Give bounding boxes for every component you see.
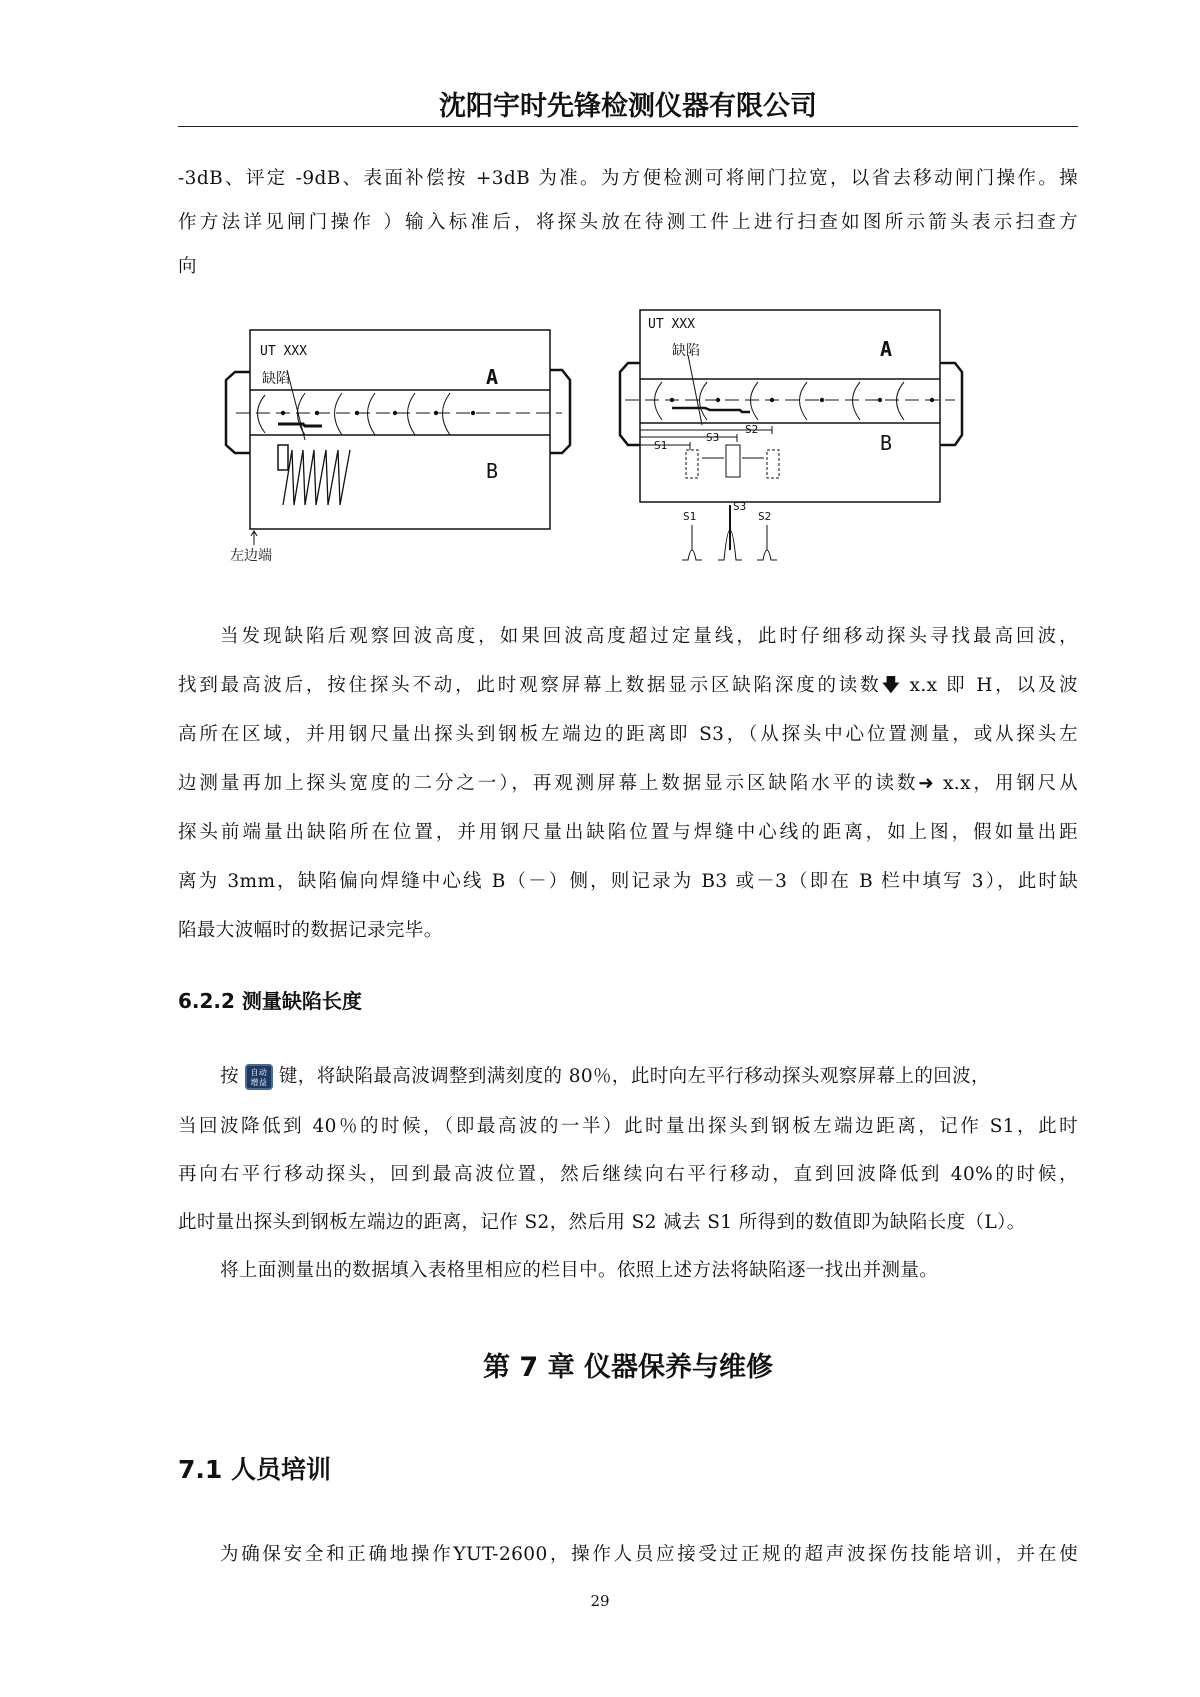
section-heading-71: 7.1 人员培训 (178, 1455, 331, 1484)
left-edge-label: 左边端 (230, 548, 272, 564)
para1-line: 向 (178, 256, 197, 277)
right-screen-label: UT XXX (648, 317, 695, 332)
right-zone-a: A (880, 337, 893, 361)
scan-path (283, 450, 350, 505)
left-zone-b: B (486, 459, 499, 483)
para2-line: 当发现缺陷后观察回波高度，如果回波高度超过定量线，此时仔细移动探头寻找最高回波， (220, 626, 1078, 647)
right-s2-label: S2 (745, 423, 759, 436)
para3-line1 (178, 1062, 1078, 1090)
page-number: 29 (590, 1592, 610, 1610)
header-divider (178, 126, 1078, 127)
para2-line: 陷最大波幅时的数据记录完毕。 (178, 920, 443, 941)
echo-s1-label: S1 (683, 510, 697, 523)
para3-line: 再向右平行移动探头，回到最高波位置，然后继续向右平行移动，直到回波降低到 40%的时候， (178, 1164, 1078, 1185)
left-screen-label: UT XXX (260, 344, 307, 359)
para1-line: 作方法详见闸门操作 ）输入标准后，将探头放在待测工件上进行扫查如图所示箭头表示扫查方 (178, 212, 1078, 233)
para2-line: 找到最高波后，按住探头不动，此时观察屏幕上数据显示区缺陷深度的读数🡇 x.x 即 H，以及波 (178, 675, 1078, 696)
left-scan-figure (226, 330, 570, 564)
right-defect-label: 缺陷 (672, 343, 700, 359)
probe-icon (278, 445, 288, 470)
para2-line: 探头前端量出缺陷所在位置，并用钢尺量出缺陷位置与焊缝中心线的距离，如上图，假如量出距 (178, 822, 1078, 843)
para5: 为确保安全和正确地操作YUT-2600，操作人员应接受过正规的超声波探伤技能培训，并在使 (220, 1544, 1078, 1565)
left-defect-label: 缺陷 (262, 371, 290, 387)
para3-line: 当回波降低到 40％的时候，（即最高波的一半）此时量出探头到钢板左端边距离，记作 S1，此时 (178, 1116, 1078, 1137)
right-s3-label: S3 (706, 431, 720, 444)
right-scan-figure (620, 310, 962, 560)
key-label-top: 自动 (250, 1068, 268, 1077)
section-heading-622: 6.2.2 测量缺陷长度 (178, 989, 362, 1013)
para2-line: 高所在区域，并用钢尺量出探头到钢板左端边的距离即 S3，（从探头中心位置测量，或从探头左 (178, 724, 1078, 745)
para2-line: 离为 3mm，缺陷偏向焊缝中心线 B（－）侧，则记录为 B3 或－3（即在 B 栏中填写 3），此时缺 (178, 871, 1078, 892)
echo-s3-label: S3 (733, 500, 747, 513)
para1-line: -3dB、评定 -9dB、表面补偿按 +3dB 为准。为方便检测可将闸门拉宽，以省去移动闸门操作。操 (178, 168, 1078, 189)
right-plate (640, 310, 940, 502)
para2-line: 边测量再加上探头宽度的二分之一），再观测屏幕上数据显示区缺陷水平的读数➜ x.x，用钢尺从 (178, 773, 1078, 794)
auto-gain-key-icon (245, 1064, 273, 1090)
right-s1-label: S1 (654, 439, 668, 452)
scan-diagram (210, 300, 1010, 580)
chapter-title: 第 7 章 仪器保养与维修 (483, 1352, 773, 1383)
company-header: 沈阳宇时先锋检测仪器有限公司 (439, 91, 817, 122)
para4: 将上面测量出的数据填入表格里相应的栏目中。依照上述方法将缺陷逐一找出并测量。 (220, 1260, 939, 1281)
right-zone-b: B (880, 431, 893, 455)
para3-suffix: 键，将缺陷最高波调整到满刻度的 80％，此时向左平行移动探头观察屏幕上的回波， (278, 1066, 990, 1087)
key-label-bottom: 增益 (250, 1078, 268, 1087)
para3-prefix: 按 (220, 1066, 239, 1087)
echo-s2-label: S2 (758, 510, 772, 523)
left-zone-a: A (486, 365, 499, 389)
para3-line: 此时量出探头到钢板左端边的距离，记作 S2，然后用 S2 减去 S1 所得到的数值即为缺陷长度（L）。 (178, 1212, 1026, 1233)
